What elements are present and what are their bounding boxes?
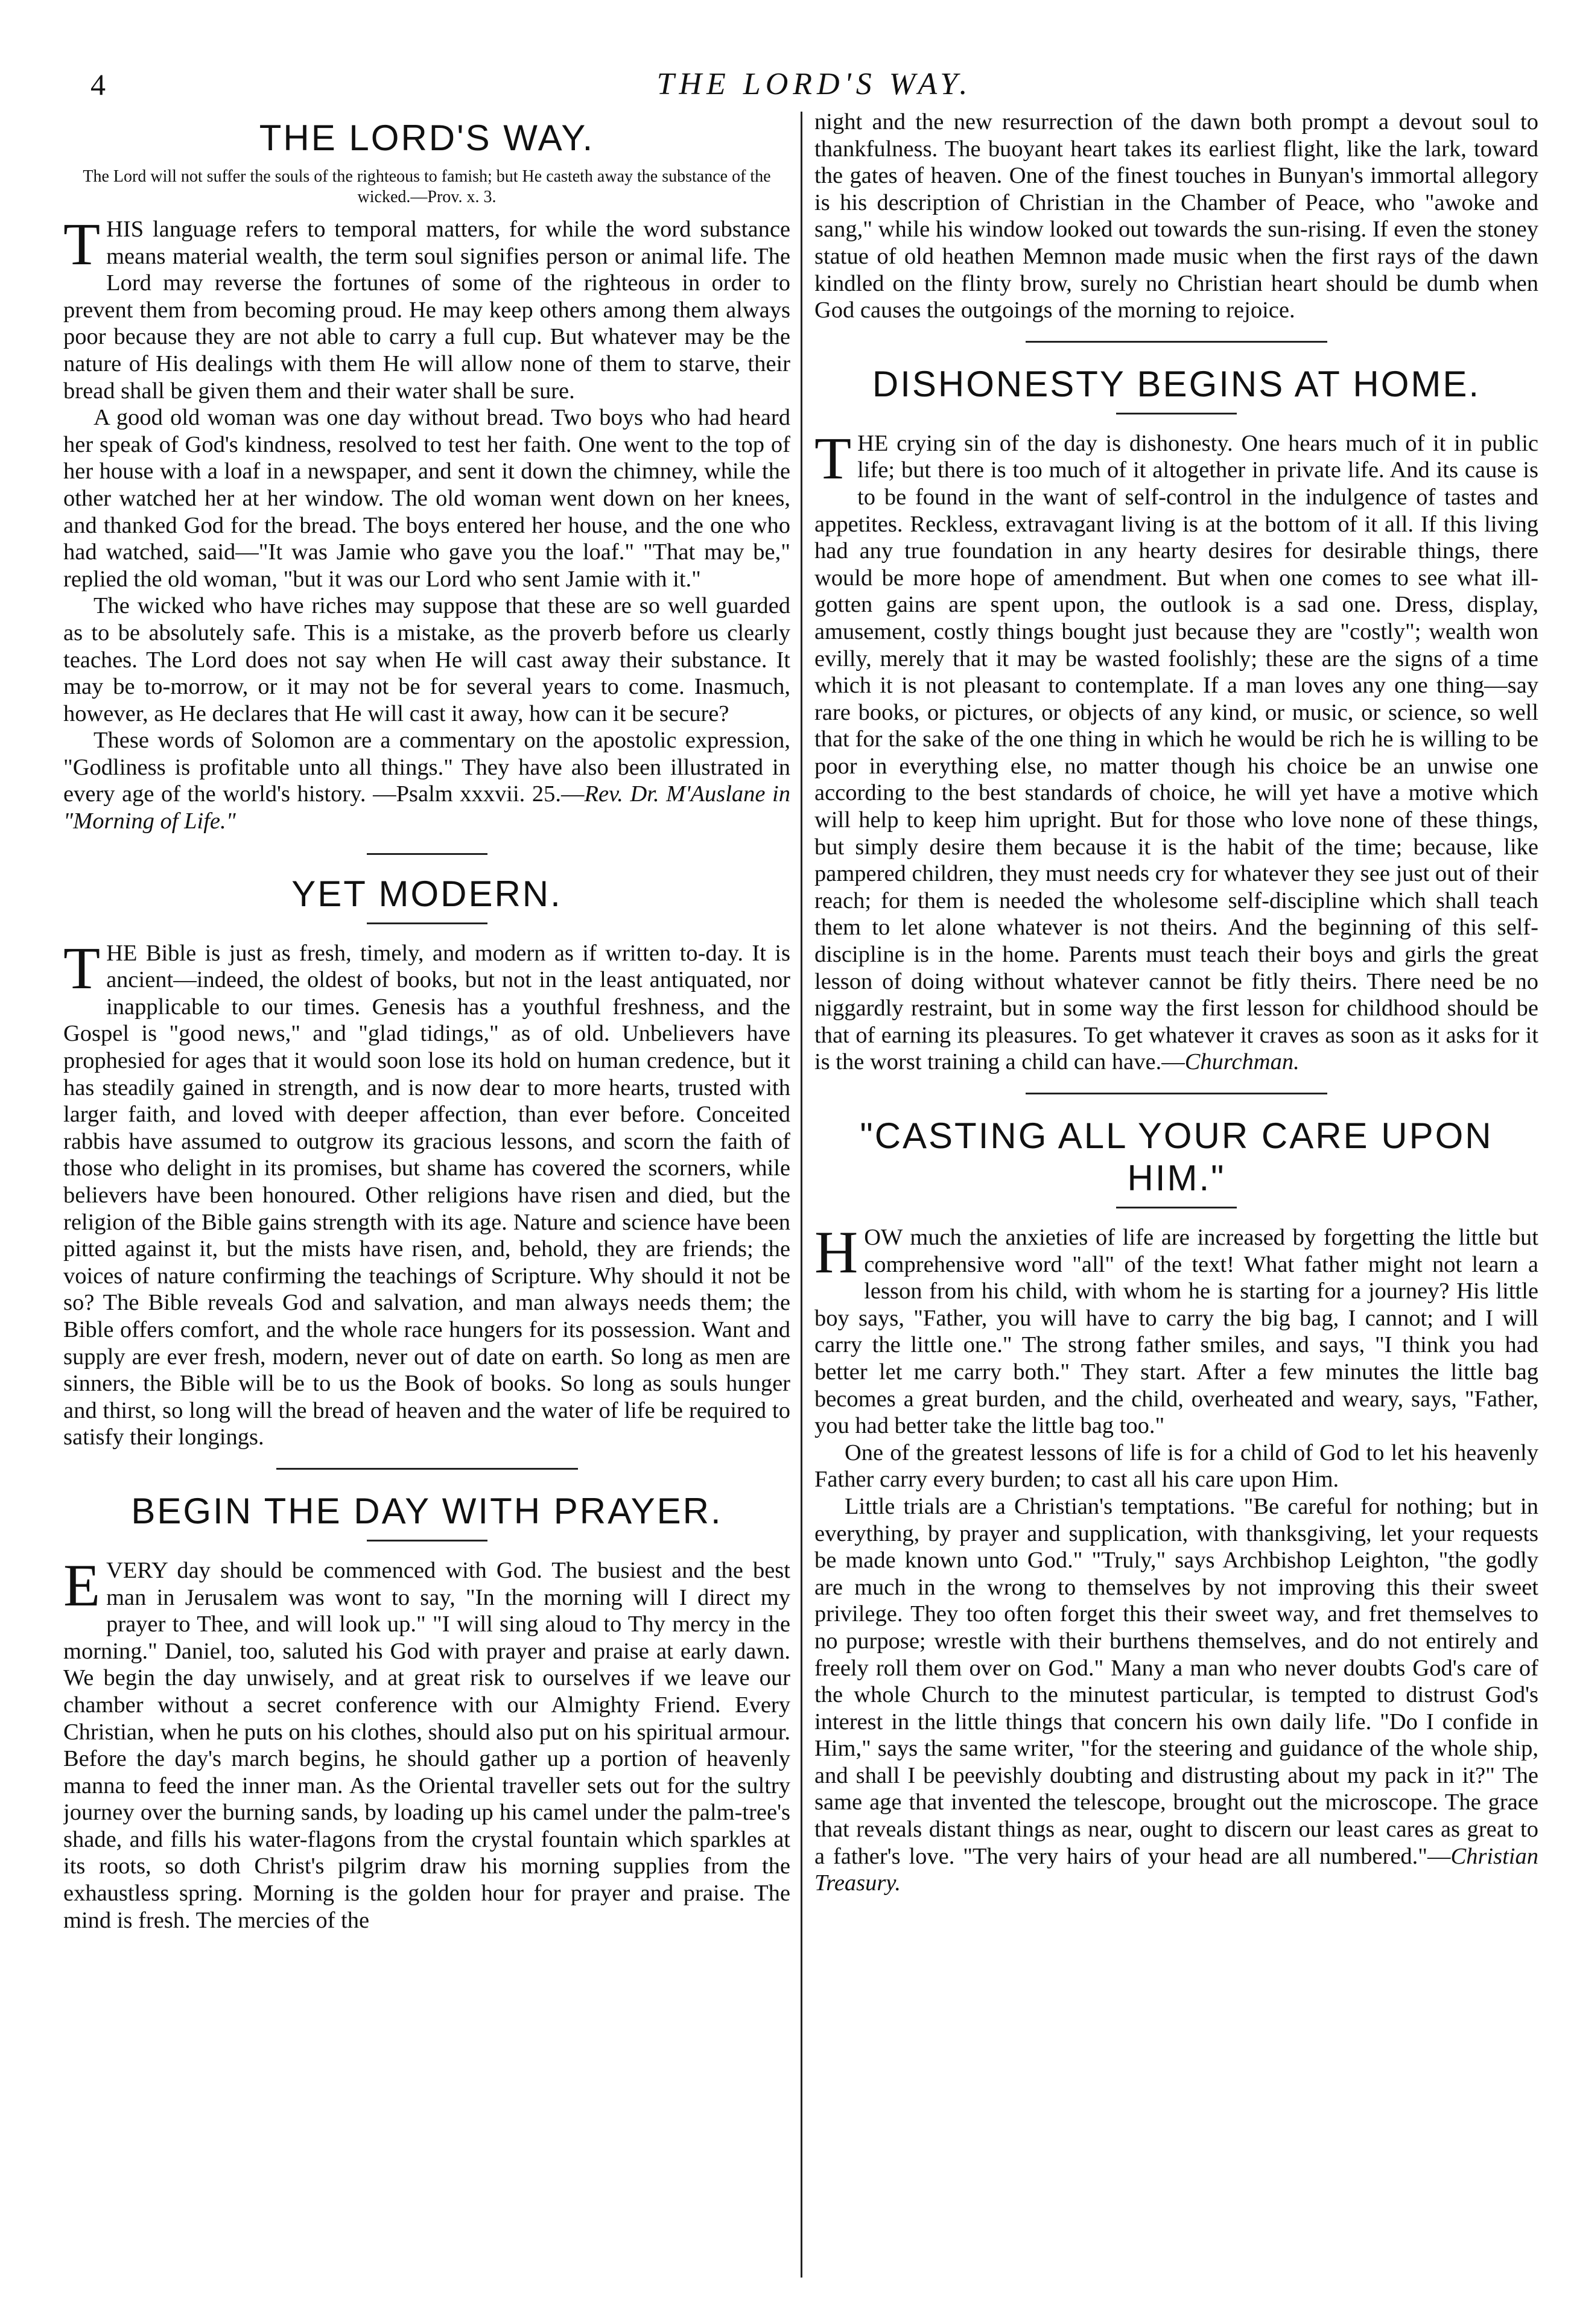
heading-yet-modern: YET MODERN. [291,873,562,914]
paragraph: Little trials are a Christian's temptations. "Be careful for nothing; but in everything, by prayer and supplication, with thanksgiving, let your requests be made known unto God." "Truly," says Archbishop Leighton, "the godly are much in the wrong to themselves by not improving this their sweet privilege. They too often forget this their sweet way, and fret themselves to no purpose; wrestle with their burthens themselves, and do not entirely and freely roll them over on God." Many a man who never doubts God's care of the whole Church to the minutest particular, is tempted to distrust God's interest in the little things that concern his own daily life. "Do I confide in Him," says the same writer, "for the steering and guidance of the whole ship, and shall I be peevishly doubting and distrusting about my pack in it?" The same age that invented the telescope, brought out the microscope. The grace that reveals distant things as near, ought to discern our least cares as great to a father's love. "The very hairs of your head are all numbered."—Christian Treasury. [814,1493,1538,1896]
article-yet-modern [63,873,790,1451]
paragraph: The wicked who have riches may suppose that these are so well guarded as to be absolutely safe. This is a mistake, as the proverb before us clearly teaches. The Lord does not say when He will cast away their substance. It may be to-morrow, or it may not be for several years to come. Inasmuch, however, as He declares that He will cast it away, how can it be secure? [63,593,790,726]
paragraph-continued: night and the new resurrection of the dawn both prompt a devout soul to thankfulness. The buoyant heart takes its earliest flight, like the lark, toward the gates of heaven. One of the finest touches in Bunyan's immortal allegory is his description of Christian in the Chamber of Peace, who "awoke and sang," while his window looked out towards the sun-rising. If even the stoney statue of old heathen Memnon made music when the first rays of the dawn kindled on the flinty brow, surely no Christian heart should be dumb when God causes the outgoings of the morning to rejoice. [814,109,1538,323]
paragraph: THIS language refers to temporal matters, for while the word substance means material wealth, the term soul signifies person or animal life. The Lord may reverse the fortunes of some of the righteous in order to prevent them from becoming proud. He may keep others among them always poor because they are not able to carry a full cup. But whatever may be the nature of His dealings with them He will allow none of them to starve, their bread shall be given them and their water shall be sure. [63,211,790,404]
paragraph: EVERY day should be commenced with God. The busiest and the best man in Jerusalem was wont to say, "In the morning will I direct my prayer to Thee, and will look up." "I will sing aloud to Thy mercy in the morning." Daniel, too, saluted his God with prayer and praise at early dawn. We begin the day unwisely, and at great risk to ourselves if we leave our chamber without a secret conference with our Almighty Friend. Every Christian, when he puts on his clothes, should also put on his spiritual armour. Before the day's march begins, he should gather up a portion of heavenly manna to feed the inner man. As the Oriental traveller sets out for the sultry journey over the burning sands, by loading up his camel under the palm-tree's shade, and fills his water-flagons from the crystal fountain which sparkles at its roots, so doth Christ's pilgrim draw his morning supplies from the exhaustless spring. Morning is the golden hour for prayer and praise. The mind is fresh. The mercies of the [63,1551,790,1933]
page-number: 4 [90,68,106,101]
section-rule [367,853,487,855]
running-title: THE LORD'S WAY. [656,67,973,101]
article-casting-care [814,1115,1538,1897]
heading-dishonesty: DISHONESTY BEGINS AT HOME. [872,363,1481,404]
attribution: Churchman. [1184,1049,1300,1075]
paragraph: HOW much the anxieties of life are increased by forgetting the little but comprehensive word "all" of the text! What father might not learn a lesson from his child, with whom he is starting for a journey? His little boy says, "Father, you will have to carry the big bag, I cannot; and I will carry the little one." The strong father smiles, and says, "I think you had better let me carry both." They start. After a few minutes the little bag becomes a great burden, and the child, overheated and weary, says, "Father, you had better take the little bag too." [814,1219,1538,1439]
attribution: Christian Treasury. [814,1843,1538,1896]
running-head [90,66,1538,109]
paragraph: THE Bible is just as fresh, timely, and modern as if written to-day. It is ancient—indeed, the oldest of books, but not in the least antiquated, nor inapplicable to our times. Genesis has a youthful freshness, and the Gospel is "good news," and "glad tidings," as of old. Unbelievers have prophesied for ages that it would soon lose its hold on human credence, but it has steadily gained in strength, and is now dear to more hearts, trusted with larger faith, and loved with deeper affection, than ever before. Conceited rabbis have assumed to outgrow its gracious lessons, and scorn the faith of those who delight in its promises, but shame has covered the scorners, while believers have been honoured. Other religions have risen and died, but the religion of the Bible gains strength with its age. Nature and science have been pitted against it, but the mists have risen, and, behold, they are friends; the voices of nature confirming the teachings of Scripture. Why should it not be so? The Bible reveals God and salvation, and man always needs them; the Bible offers comfort, and the whole race hungers for its possession. Want and supply are ever fresh, modern, never out of date on earth. So long as men are sinners, the Bible will be to us the Book of books. So long as souls hunger and thirst, so long will the bread of heaven and the water of life be required to satisfy their longings. [63,934,790,1450]
right-column [814,109,1538,2281]
drop-cap: E [63,1551,101,1619]
article-dishonesty [814,363,1538,1076]
heading-begin-day: BEGIN THE DAY WITH PRAYER. [131,1490,723,1531]
drop-cap: T [63,211,101,278]
heading-lords-way: THE LORD'S WAY. [259,118,595,158]
article-lords-way [63,109,790,835]
drop-cap: H [814,1219,858,1286]
paragraph: A good old woman was one day without bread. Two boys who had heard her speak of God's kindness, resolved to test her faith. One went to the top of her house with a loaf in a newspaper, and sent it down the chimney, while the other watched her at her window. The old woman went down on her knees, and thanked God for the bread. The boys entered her house, and the one who had watched, said—"It was Jamie who gave you the loaf." "That may be," replied the old woman, "but it was our Lord who sent Jamie with it." [63,405,790,592]
paragraph: These words of Solomon are a commentary on the apostolic expression, "Godliness is profitable unto all things." They have also been illustrated in every age of the world's history. —Psalm xxxvii. 25.—Rev. Dr. M'Auslane in "Morning of Life." [63,728,790,834]
heading-rule [367,922,487,924]
heading-rule [1116,413,1237,414]
section-rule [276,1468,578,1470]
article-begin-day [63,1490,790,1934]
drop-cap: T [814,424,852,492]
section-rule [1026,1093,1327,1094]
paragraph: One of the greatest lessons of life is for a child of God to let his heavenly Father carry every burden; to cast all his care upon Him. [814,1440,1538,1493]
paragraph: THE crying sin of the day is dishonesty. One hears much of it in public life; but there is too much of it altogether in private life. And its cause is to be found in the want of self-control in the indulgence of tastes and appetites. Reckless, extravagant living is at the bottom of it all. If this living had any true foundation in any hearty desires for desirable things, there would be more hope of amendment. But when one comes to see what ill-gotten gains are spent upon, the outlook is a sad one. Dress, display, amusement, costly things bought just because they are "costly"; wealth won evilly, merely that it may be wasted foolishly; these are the signs of a time which it is not pleasant to contemplate. If a man loves any one thing—say rare books, or pictures, or objects of any kind, or music, or science, so well that for the sake of the one thing in which he would be rich he is willing to be poor in everything else, no matter though his choice be an unwise one according to the best standards of choice, he will yet have a motive which will help to keep him upright. But for those who love none of these things, but simply desire them because it is the habit of the time; because, like pampered children, they must needs cry for whatever they see just out of their reach; for them is needed the wholesome self-discipline which shall teach them to let alone whatever is not theirs. And the beginning of this self-discipline is in the home. Parents must teach their boys and girls the great lesson of doing without whatever cannot be fitly theirs. There need be no niggardly restraint, but in some way the first lesson for childhood should be that of earning its pleasures. To get whatever it craves as soon as it asks for it is the worst training a child can have.—Churchman. [814,424,1538,1075]
epigraph: The Lord will not suffer the souls of the righteous to famish; but He casteth away the substance of the wicked.—Prov. x. 3. [83,167,771,206]
heading-casting-care: "CASTING ALL YOUR CARE UPON HIM." [860,1116,1493,1198]
left-column [63,109,790,2281]
section-rule [1026,341,1327,343]
heading-rule [1116,1207,1237,1208]
heading-rule [367,1540,487,1541]
drop-cap: T [63,934,101,1002]
column-divider [801,112,802,2278]
attribution: Rev. Dr. M'Auslane in "Morning of Life." [63,781,790,834]
